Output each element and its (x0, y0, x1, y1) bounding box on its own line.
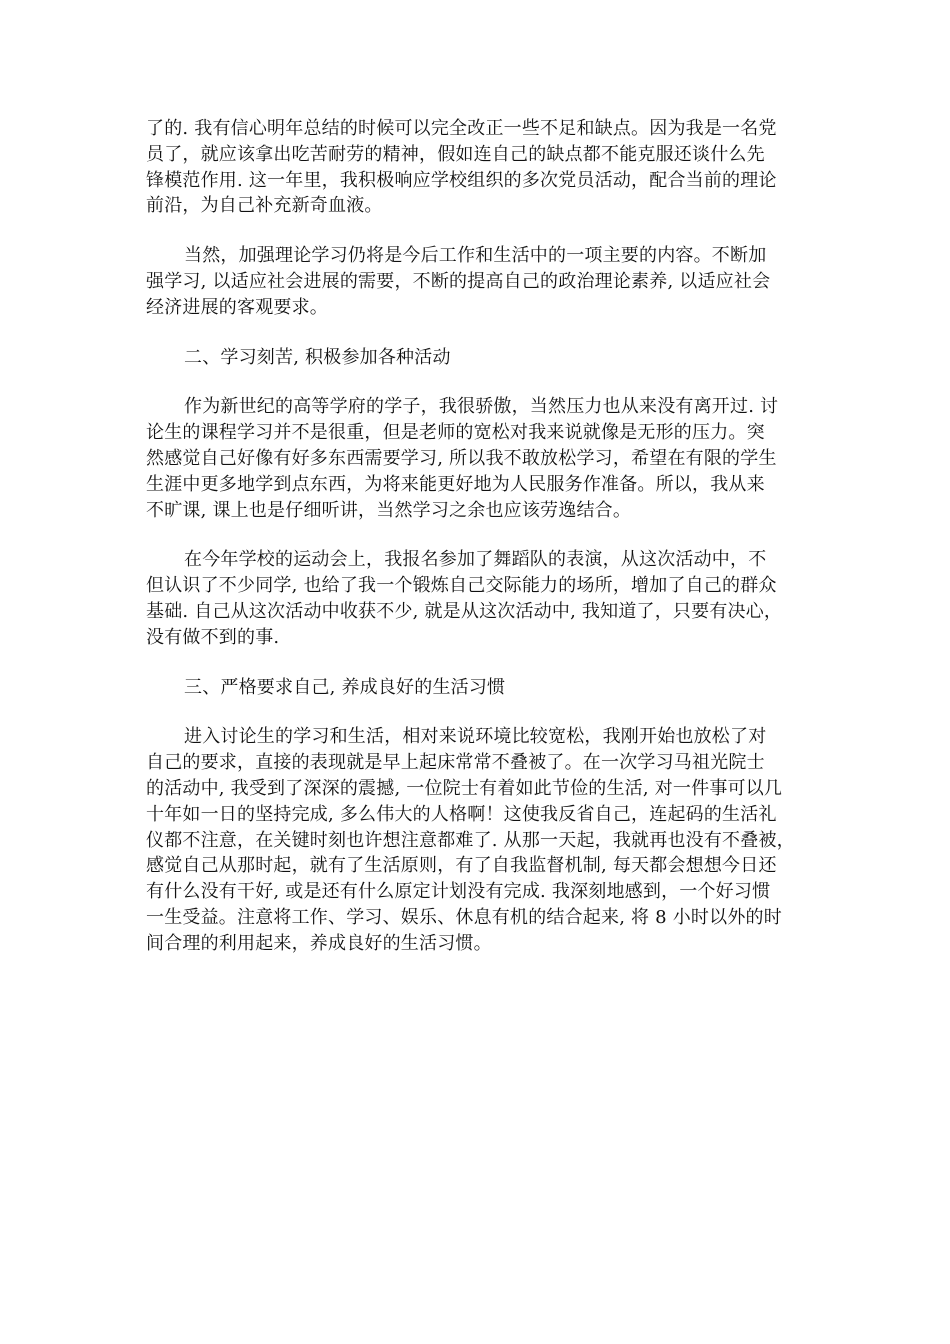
text-line: 经济进展的客观要求。 (146, 296, 328, 318)
text-line: 论生的课程学习并不是很重，但是老师的宽松对我来说就像是无形的压力。突 (146, 422, 765, 444)
text-line: 在今年学校的运动会上，我报名参加了舞蹈队的表演，从这次活动中，不 (184, 549, 767, 571)
paragraph-sports-meet (146, 547, 810, 650)
text-line: 没有做不到的事. (146, 626, 280, 648)
text-line: 的活动中, 我受到了深深的震撼, 一位院士有着如此节俭的生活, 对一件事可以几 (146, 777, 783, 799)
paragraph-living-habits (146, 724, 810, 956)
text-line: 生涯中更多地学到点东西，为将来能更好地为人民服务作准备。所以，我从来 (146, 473, 765, 495)
text-line: 不旷课, 课上也是仔细听讲，当然学习之余也应该劳逸结合。 (146, 499, 632, 521)
text-line: 了的. 我有信心明年总结的时候可以完全改正一些不足和缺点。因为我是一名党 (146, 118, 777, 139)
section-heading: 二、学习刻苦, 积极参加各种活动 (184, 346, 451, 368)
section-heading: 三、严格要求自己, 养成良好的生活习惯 (184, 676, 506, 698)
text-line: 但认识了不少同学, 也给了我一个锻炼自己交际能力的场所，增加了自己的群众 (146, 575, 777, 597)
text-line: 感觉自己从那时起，就有了生活原则，有了自我监督机制, 每天都会想想今日还 (146, 855, 777, 877)
text-line: 间合理的利用起来，养成良好的生活习惯。 (146, 932, 492, 954)
text-line: 一生受益。注意将工作、学习、娱乐、休息有机的结合起来, 将 8 小时以外的时 (146, 906, 782, 928)
text-line: 然感觉自己好像有好多东西需要学习, 所以我不敢放松学习，希望在有限的学生 (146, 447, 777, 469)
text-line: 自己的要求，直接的表现就是早上起床常常不叠被了。在一次学习马祖光院士 (146, 752, 765, 774)
paragraph-theory-study (146, 243, 810, 320)
text-line: 员了，就应该拿出吃苦耐劳的精神，假如连自己的缺点都不能克服还谈什么先 (146, 143, 765, 165)
text-line: 十年如一日的坚持完成, 多么伟大的人格啊！这使我反省自己，连起码的生活礼 (146, 803, 777, 825)
text-line: 有什么没有干好, 或是还有什么原定计划没有完成. 我深刻地感到，一个好习惯 (146, 881, 771, 903)
section-heading-study-activities (146, 345, 810, 371)
text-line: 作为新世纪的高等学府的学子，我很骄傲，当然压力也从来没有离开过. 讨 (184, 396, 779, 418)
section-heading-living-habits (146, 675, 810, 701)
paragraph-party-member-commitment (146, 116, 810, 219)
text-line: 前沿，为自己补充新奇血液。 (146, 195, 383, 217)
text-line: 基础. 自己从这次活动中收获不少, 就是从这次活动中, 我知道了，只要有决心， (146, 600, 783, 622)
text-line: 锋模范作用. 这一年里，我积极响应学校组织的多次党员活动，配合当前的理论 (146, 169, 777, 191)
paragraph-study-pressure (146, 394, 810, 523)
text-line: 仪都不注意，在关键时刻也许想注意都难了. 从那一天起，我就再也没有不叠被， (146, 829, 795, 851)
text-line: 当然，加强理论学习仍将是今后工作和生活中的一项主要的内容。不断加 (184, 245, 767, 267)
text-line: 进入讨论生的学习和生活，相对来说环境比较宽松，我刚开始也放松了对 (184, 726, 767, 748)
text-line: 强学习, 以适应社会进展的需要，不断的提高自己的政治理论素养, 以适应社会 (146, 270, 771, 292)
document-body (146, 116, 810, 981)
